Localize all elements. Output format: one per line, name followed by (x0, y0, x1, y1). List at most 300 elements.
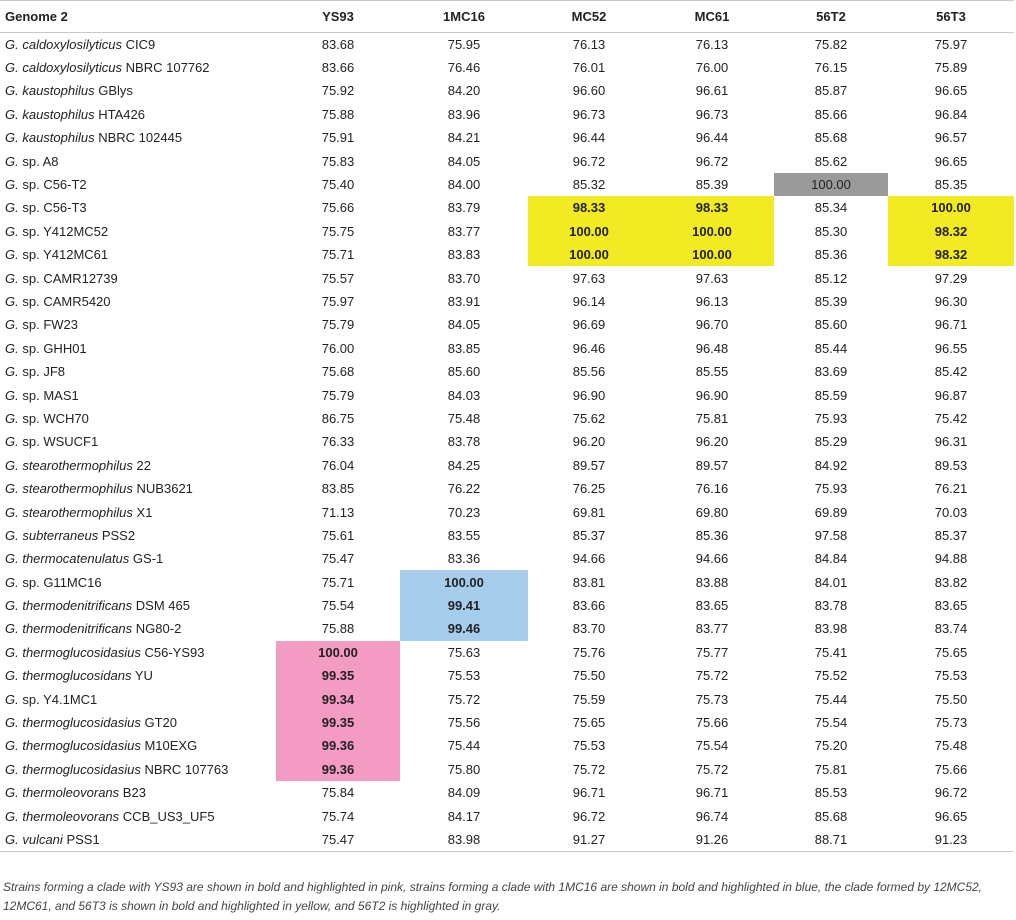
table-row (0, 407, 1014, 430)
value-cell: 96.31 (934, 434, 968, 450)
value-cell: 97.63 (572, 270, 606, 286)
value-cell: 76.13 (695, 36, 729, 52)
value-cell: 85.87 (814, 83, 848, 99)
genus-name: G. thermoglucosidasius (5, 761, 141, 777)
genome-name-cell (0, 266, 276, 289)
genus-name: G. (5, 153, 19, 169)
genome-name-cell (0, 477, 276, 500)
genus-name: G. (5, 270, 19, 286)
strain-name: B23 (122, 785, 146, 801)
table-row (0, 664, 1014, 687)
value-cell: 75.72 (695, 761, 729, 777)
genus-name: G. subterraneus (5, 527, 99, 543)
value-cell: 84.17 (447, 808, 481, 824)
value-cell: 75.68 (321, 364, 355, 380)
value-cell: 83.85 (321, 481, 355, 497)
strain-name: NBRC 102445 (98, 130, 183, 146)
value-cell: 84.05 (447, 153, 481, 169)
value-cell: 75.71 (321, 574, 355, 590)
value-cell: 75.84 (321, 785, 355, 801)
value-cell: 76.13 (572, 36, 606, 52)
value-cell: 96.44 (572, 130, 606, 146)
table-row (0, 220, 1014, 243)
value-cell: 75.40 (321, 177, 355, 193)
genome-name-cell (0, 500, 276, 523)
value-cell: 85.32 (572, 177, 606, 193)
value-cell: 83.96 (447, 106, 481, 122)
value-cell: 96.90 (572, 387, 606, 403)
value-cell: 75.89 (934, 60, 968, 76)
value-cell: 85.37 (572, 527, 606, 543)
value-cell: 70.23 (447, 504, 481, 520)
genome-name-cell (0, 804, 276, 827)
value-cell: 75.20 (814, 738, 848, 754)
genus-name: G. kaustophilus (5, 106, 95, 122)
strain-name: sp. Y4.1MC1 (22, 691, 98, 707)
value-cell: 100.00 (774, 173, 888, 196)
value-cell: 75.91 (321, 130, 355, 146)
value-cell: 84.92 (814, 457, 848, 473)
value-cell: 85.36 (695, 527, 729, 543)
value-cell: 76.01 (572, 60, 606, 76)
value-cell: 96.84 (934, 106, 968, 122)
genome-name-cell (0, 664, 276, 687)
table-row (0, 547, 1014, 570)
value-cell: 99.35 (276, 664, 400, 687)
strain-name: sp. Y412MC52 (22, 223, 109, 239)
genus-name: G. (5, 410, 19, 426)
table-header (0, 1, 1014, 33)
value-cell: 85.42 (934, 364, 968, 380)
table-row (0, 103, 1014, 126)
value-cell: 75.71 (321, 247, 355, 263)
genus-name: G. stearothermophilus (5, 481, 133, 497)
value-cell: 96.44 (695, 130, 729, 146)
genome-name-cell (0, 56, 276, 79)
value-cell: 75.93 (814, 410, 848, 426)
genome-name-cell (0, 781, 276, 804)
table-row (0, 454, 1014, 477)
strain-name: GS-1 (132, 551, 164, 567)
value-cell: 75.93 (814, 481, 848, 497)
value-cell: 85.29 (814, 434, 848, 450)
value-cell: 75.65 (934, 644, 968, 660)
value-cell: 83.70 (572, 621, 606, 637)
value-cell: 83.98 (400, 828, 528, 851)
value-cell: 85.59 (814, 387, 848, 403)
value-cell: 84.03 (447, 387, 481, 403)
genome-name-cell (0, 103, 276, 126)
value-cell: 75.52 (814, 668, 848, 684)
value-cell: 83.74 (934, 621, 968, 637)
value-cell: 100.00 (528, 220, 650, 243)
value-cell: 75.72 (695, 668, 729, 684)
value-cell: 83.77 (695, 621, 729, 637)
genus-name: G. thermodenitrificans (5, 598, 133, 614)
value-cell: 75.59 (572, 691, 606, 707)
value-cell: 99.41 (400, 594, 528, 617)
genus-name: G. (5, 317, 19, 333)
genus-name: G. thermoglucosidasius (5, 738, 141, 754)
value-cell: 91.26 (650, 828, 774, 851)
value-cell: 85.66 (814, 106, 848, 122)
value-cell: 84.01 (814, 574, 848, 590)
value-cell: 84.84 (814, 551, 848, 567)
value-cell: 76.46 (447, 60, 481, 76)
value-cell: 88.71 (774, 828, 888, 851)
value-cell: 85.60 (814, 317, 848, 333)
value-cell: 83.66 (321, 60, 355, 76)
genome-name-cell (0, 641, 276, 664)
value-cell: 85.12 (814, 270, 848, 286)
strain-name: NBRC 107762 (125, 60, 210, 76)
genome-name-cell (0, 594, 276, 617)
value-cell: 89.57 (572, 457, 606, 473)
table-row (0, 477, 1014, 500)
table-row (0, 617, 1014, 640)
value-cell: 96.87 (934, 387, 968, 403)
value-cell: 75.76 (572, 644, 606, 660)
value-cell: 100.00 (650, 243, 774, 266)
strain-name: sp. CAMR12739 (22, 270, 118, 286)
value-cell: 75.74 (321, 808, 355, 824)
value-cell: 75.66 (695, 715, 729, 731)
table-row (0, 828, 1014, 851)
genus-name: G. (5, 340, 19, 356)
value-cell: 83.83 (447, 247, 481, 263)
value-cell: 98.32 (888, 220, 1014, 243)
strain-name: X1 (136, 504, 153, 520)
value-cell: 76.00 (321, 340, 355, 356)
table-row (0, 758, 1014, 781)
table-row (0, 337, 1014, 360)
strain-name: sp. G11MC16 (22, 574, 102, 590)
value-cell: 85.36 (814, 247, 848, 263)
genus-name: G. (5, 247, 19, 263)
genome-name-cell (0, 547, 276, 570)
value-cell: 96.72 (695, 153, 729, 169)
value-cell: 96.48 (695, 340, 729, 356)
value-cell: 84.20 (447, 83, 481, 99)
value-cell: 96.61 (695, 83, 729, 99)
table-row (0, 56, 1014, 79)
value-cell: 75.77 (695, 644, 729, 660)
value-cell: 75.80 (447, 761, 481, 777)
genus-name: G. thermoleovorans (5, 808, 120, 824)
value-cell: 69.81 (572, 504, 606, 520)
value-cell: 89.57 (695, 457, 729, 473)
genus-name: G. thermocatenulatus (5, 551, 130, 567)
strain-name: CIC9 (125, 36, 156, 52)
genome-name-cell (0, 617, 276, 640)
table-row (0, 126, 1014, 149)
value-cell: 98.32 (888, 243, 1014, 266)
value-cell: 75.66 (321, 200, 355, 216)
genome-name-cell (0, 243, 276, 266)
value-cell: 84.05 (447, 317, 481, 333)
strain-name: PSS1 (66, 831, 100, 847)
value-cell: 76.04 (321, 457, 355, 473)
table-row (0, 33, 1014, 56)
table-row (0, 641, 1014, 664)
value-cell: 75.62 (572, 410, 606, 426)
value-cell: 100.00 (528, 243, 650, 266)
value-cell: 96.72 (934, 785, 968, 801)
value-cell: 75.79 (321, 317, 355, 333)
value-cell: 75.97 (934, 36, 968, 52)
table-body (0, 33, 1014, 852)
value-cell: 83.55 (447, 527, 481, 543)
table-row (0, 79, 1014, 102)
value-cell: 94.66 (572, 551, 606, 567)
strain-name: HTA426 (98, 106, 145, 122)
strain-name: sp. WCH70 (22, 410, 89, 426)
value-cell: 94.88 (934, 551, 968, 567)
value-cell: 76.15 (814, 60, 848, 76)
header-col: YS93 (276, 1, 400, 33)
value-cell: 85.68 (814, 808, 848, 824)
genome-name-cell (0, 758, 276, 781)
strain-name: sp. C56-T2 (22, 177, 87, 193)
value-cell: 75.75 (321, 223, 355, 239)
value-cell: 75.66 (934, 761, 968, 777)
value-cell: 85.39 (695, 177, 729, 193)
value-cell: 96.55 (934, 340, 968, 356)
strain-name: GT20 (144, 715, 177, 731)
value-cell: 75.48 (934, 738, 968, 754)
genus-name: G. (5, 434, 19, 450)
genome-name-cell (0, 313, 276, 336)
value-cell: 96.65 (934, 83, 968, 99)
genus-name: G. thermodenitrificans (5, 621, 133, 637)
value-cell: 75.54 (695, 738, 729, 754)
value-cell: 85.60 (447, 364, 481, 380)
value-cell: 96.20 (572, 434, 606, 450)
value-cell: 94.66 (695, 551, 729, 567)
value-cell: 97.63 (695, 270, 729, 286)
table-row (0, 313, 1014, 336)
value-cell: 83.70 (447, 270, 481, 286)
strain-name: sp. A8 (22, 153, 59, 169)
value-cell: 83.36 (447, 551, 481, 567)
value-cell: 96.72 (572, 808, 606, 824)
genus-name: G. (5, 691, 19, 707)
value-cell: 75.44 (447, 738, 481, 754)
strain-name: sp. FW23 (22, 317, 78, 333)
strain-name: sp. GHH01 (22, 340, 87, 356)
header-genome: Genome 2 (0, 1, 276, 33)
value-cell: 75.95 (447, 36, 481, 52)
genus-name: G. thermoglucosidasius (5, 644, 141, 660)
value-cell: 99.36 (276, 734, 400, 757)
genus-name: G. (5, 223, 19, 239)
value-cell: 96.73 (695, 106, 729, 122)
value-cell: 75.73 (695, 691, 729, 707)
strain-name: C56-YS93 (144, 644, 205, 660)
value-cell: 75.82 (814, 36, 848, 52)
strain-name: sp. MAS1 (22, 387, 79, 403)
genome-name-cell (0, 430, 276, 453)
genome-name-cell (0, 687, 276, 710)
value-cell: 100.00 (650, 220, 774, 243)
value-cell: 96.71 (695, 785, 729, 801)
header-row (0, 1, 1014, 33)
value-cell: 85.39 (814, 293, 848, 309)
genome-name-cell (0, 828, 276, 851)
genome-name-cell (0, 383, 276, 406)
value-cell: 83.65 (934, 598, 968, 614)
value-cell: 96.73 (572, 106, 606, 122)
value-cell: 85.55 (695, 364, 729, 380)
value-cell: 96.70 (695, 317, 729, 333)
value-cell: 83.79 (447, 200, 481, 216)
value-cell: 91.27 (528, 828, 650, 851)
value-cell: 100.00 (400, 570, 528, 593)
table-row (0, 594, 1014, 617)
genome-name-cell (0, 407, 276, 430)
value-cell: 83.85 (447, 340, 481, 356)
value-cell: 75.83 (321, 153, 355, 169)
value-cell: 83.66 (572, 598, 606, 614)
strain-name: sp. C56-T3 (22, 200, 87, 216)
genus-name: G. vulcani (5, 831, 63, 847)
strain-name: GBlys (98, 83, 133, 99)
genus-name: G. caldoxylosilyticus (5, 36, 123, 52)
value-cell: 96.69 (572, 317, 606, 333)
value-cell: 75.53 (447, 668, 481, 684)
value-cell: 85.34 (814, 200, 848, 216)
value-cell: 85.44 (814, 340, 848, 356)
value-cell: 96.90 (695, 387, 729, 403)
genome-name-cell (0, 149, 276, 172)
table-row (0, 781, 1014, 804)
value-cell: 75.47 (276, 828, 400, 851)
value-cell: 98.33 (650, 196, 774, 219)
table-row (0, 687, 1014, 710)
genome-name-cell (0, 734, 276, 757)
table-row (0, 243, 1014, 266)
value-cell: 84.00 (447, 177, 481, 193)
value-cell: 83.88 (695, 574, 729, 590)
value-cell: 69.80 (695, 504, 729, 520)
header-col: 1MC16 (400, 1, 528, 33)
strain-name: YU (134, 668, 153, 684)
strain-name: sp. CAMR5420 (22, 293, 111, 309)
table-footnote: Strains forming a clade with YS93 are shown in bold and highlighted in pink, strains forming a clade with 1MC16 are shown in bold and highlighted in blue, the clade formed by 12MC52, 12MC61, and 56T3 is shown in bold and highlighted in yellow, and 56T2 is highlighted in gray. (3, 880, 983, 913)
strain-name: sp. JF8 (22, 364, 65, 380)
value-cell: 75.57 (321, 270, 355, 286)
value-cell: 97.29 (934, 270, 968, 286)
table-row (0, 290, 1014, 313)
genus-name: G. (5, 293, 19, 309)
genus-name: G. thermoglucosidasius (5, 715, 141, 731)
value-cell: 83.69 (814, 364, 848, 380)
genome-name-cell (0, 33, 276, 56)
value-cell: 84.25 (447, 457, 481, 473)
genome-name-cell (0, 126, 276, 149)
value-cell: 75.61 (321, 527, 355, 543)
value-cell: 89.53 (934, 457, 968, 473)
value-cell: 96.65 (934, 153, 968, 169)
value-cell: 96.74 (695, 808, 729, 824)
strain-name: DSM 465 (135, 598, 190, 614)
value-cell: 75.56 (447, 715, 481, 731)
value-cell: 100.00 (276, 641, 400, 664)
value-cell: 83.81 (572, 574, 606, 590)
genome-name-cell (0, 524, 276, 547)
value-cell: 84.21 (447, 130, 481, 146)
value-cell: 75.54 (814, 715, 848, 731)
value-cell: 75.97 (321, 293, 355, 309)
value-cell: 83.77 (447, 223, 481, 239)
value-cell: 75.92 (321, 83, 355, 99)
genome-name-cell (0, 454, 276, 477)
value-cell: 99.35 (276, 711, 400, 734)
value-cell: 75.88 (321, 106, 355, 122)
genome-name-cell (0, 196, 276, 219)
value-cell: 76.00 (695, 60, 729, 76)
value-cell: 99.36 (276, 758, 400, 781)
value-cell: 85.62 (814, 153, 848, 169)
value-cell: 96.20 (695, 434, 729, 450)
table-row (0, 149, 1014, 172)
value-cell: 85.68 (814, 130, 848, 146)
table-row (0, 524, 1014, 547)
table-row (0, 804, 1014, 827)
value-cell: 100.00 (888, 196, 1014, 219)
table-row (0, 196, 1014, 219)
genome-name-cell (0, 570, 276, 593)
value-cell: 91.23 (888, 828, 1014, 851)
value-cell: 75.53 (934, 668, 968, 684)
strain-name: NBRC 107763 (144, 761, 229, 777)
genome-name-cell (0, 337, 276, 360)
strain-name: NG80-2 (135, 621, 182, 637)
value-cell: 83.91 (447, 293, 481, 309)
value-cell: 75.41 (814, 644, 848, 660)
table-row (0, 734, 1014, 757)
value-cell: 96.30 (934, 293, 968, 309)
value-cell: 69.89 (814, 504, 848, 520)
value-cell: 75.72 (572, 761, 606, 777)
header-col: 56T3 (888, 1, 1014, 33)
table-row (0, 500, 1014, 523)
genus-name: G. kaustophilus (5, 83, 95, 99)
table-row (0, 570, 1014, 593)
value-cell: 85.53 (814, 785, 848, 801)
table-row (0, 360, 1014, 383)
value-cell: 86.75 (321, 410, 355, 426)
genome-name-cell (0, 711, 276, 734)
header-col: MC52 (528, 1, 650, 33)
value-cell: 83.68 (321, 36, 355, 52)
value-cell: 75.53 (572, 738, 606, 754)
value-cell: 83.98 (814, 621, 848, 637)
value-cell: 75.48 (447, 410, 481, 426)
genus-name: G. stearothermophilus (5, 504, 133, 520)
value-cell: 83.82 (934, 574, 968, 590)
table-row (0, 711, 1014, 734)
value-cell: 75.50 (934, 691, 968, 707)
genus-name: G. (5, 387, 19, 403)
value-cell: 70.03 (934, 504, 968, 520)
value-cell: 75.81 (814, 761, 848, 777)
header-col: 56T2 (774, 1, 888, 33)
value-cell: 96.72 (572, 153, 606, 169)
value-cell: 75.72 (447, 691, 481, 707)
genome-name-cell (0, 290, 276, 313)
genome-name-cell (0, 173, 276, 196)
